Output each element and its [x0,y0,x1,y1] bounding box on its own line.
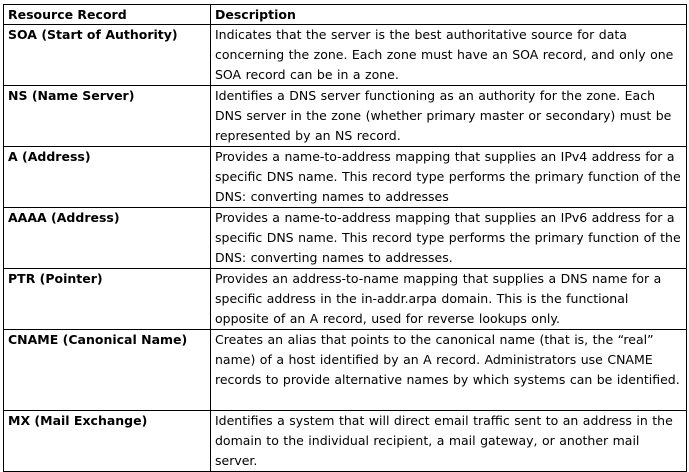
record-description: Indicates that the server is the best authoritative source for data concerning the zone. Each zone must have an SOA record, and only one SOA record can be in a zone. [211,25,687,86]
resource-record-table [3,4,687,472]
table-row [4,208,687,269]
table-row [4,411,687,472]
table-row [4,86,687,147]
table-row [4,330,687,411]
record-name: A (Address) [4,147,211,208]
record-description: Provides a name-to-address mapping that supplies an IPv4 address for a specific DNS name. This record type performs the primary function of the DNS: converting names to addresses [211,147,687,208]
table-row [4,147,687,208]
table-header-row [4,5,687,25]
record-name: SOA (Start of Authority) [4,25,211,86]
record-description: Creates an alias that points to the canonical name (that is, the “real” name) of a host identified by an A record. Administrators use CNAME records to provide alternative names by which systems can be identified. [211,330,687,411]
record-description: Identifies a DNS server functioning as an authority for the zone. Each DNS server in the zone (whether primary master or secondary) must be represented by an NS record. [211,86,687,147]
record-name: PTR (Pointer) [4,269,211,330]
record-description: Provides a name-to-address mapping that supplies an IPv6 address for a specific DNS name. This record type performs the primary function of the DNS: converting names to addresses. [211,208,687,269]
record-description: Provides an address-to-name mapping that supplies a DNS name for a specific address in the in-addr.arpa domain. This is the functional opposite of an A record, used for reverse lookups only. [211,269,687,330]
table-row [4,25,687,86]
record-name: CNAME (Canonical Name) [4,330,211,411]
record-name: MX (Mail Exchange) [4,411,211,472]
header-resource-record: Resource Record [4,5,211,25]
record-description: Identifies a system that will direct email traffic sent to an address in the domain to the individual recipient, a mail gateway, or another mail server. [211,411,687,472]
record-name: NS (Name Server) [4,86,211,147]
record-name: AAAA (Address) [4,208,211,269]
header-description: Description [211,5,687,25]
table-row [4,269,687,330]
